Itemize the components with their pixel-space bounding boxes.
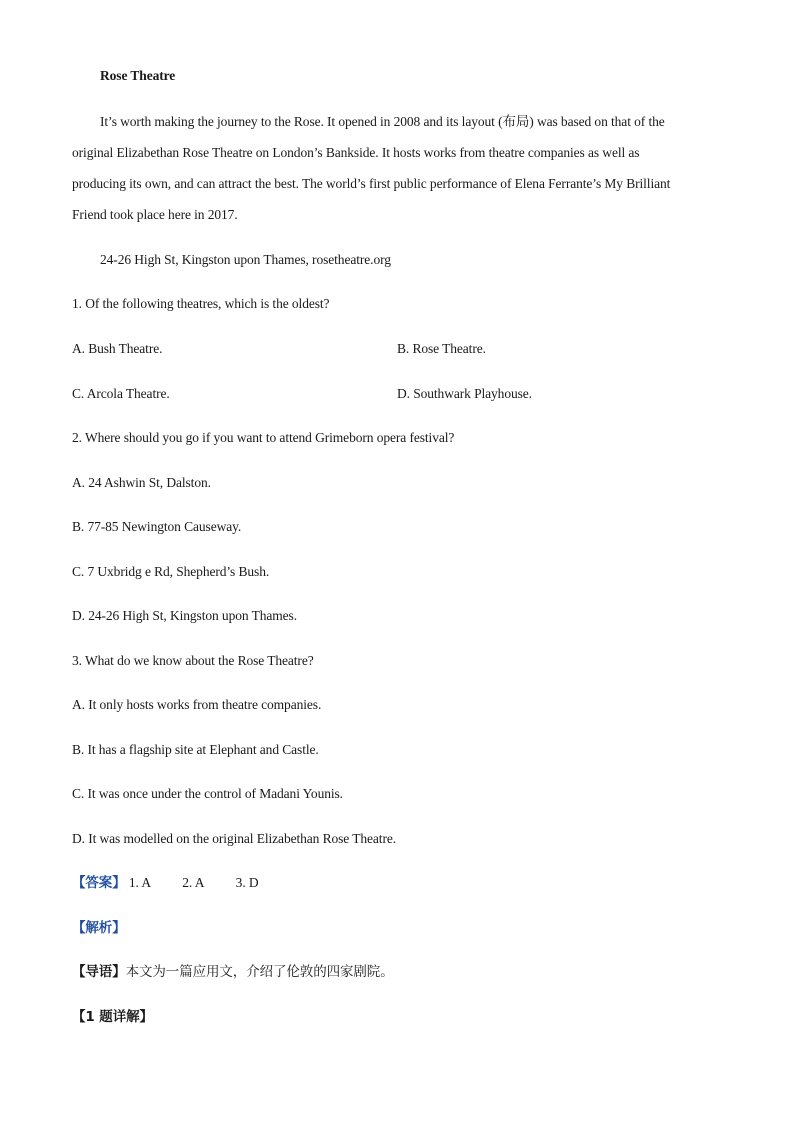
- answer-item-3: 3. D: [235, 875, 259, 890]
- question-1-option-b: B. Rose Theatre.: [397, 341, 486, 356]
- question-3-option-b: B. It has a flagship site at Elephant and Castle.: [72, 742, 319, 757]
- guide-label: 【导语】: [72, 964, 126, 980]
- answer-line: [72, 874, 259, 892]
- question-1-option-c: C. Arcola Theatre.: [72, 386, 170, 401]
- question-3-option-d: D. It was modelled on the original Elizabethan Rose Theatre.: [72, 831, 397, 846]
- answer-item-1: 1. A: [128, 875, 151, 890]
- answer-item-2: 2. A: [182, 875, 205, 890]
- question-1-stem: 1. Of the following theatres, which is the oldest?: [72, 296, 330, 311]
- passage-line-2: original Elizabethan Rose Theatre on London’s Bankside. It hosts works from theatre companies as well as: [72, 145, 640, 160]
- passage-title: Rose Theatre: [100, 68, 176, 83]
- question-2-option-a: A. 24 Ashwin St, Dalston.: [72, 475, 211, 490]
- analysis-label: 【解析】: [72, 920, 126, 936]
- passage-line-4: Friend took place here in 2017.: [72, 207, 238, 222]
- guide-line: [72, 963, 394, 981]
- question-2-option-c: C. 7 Uxbridg e Rd, Shepherd’s Bush.: [72, 564, 270, 579]
- guide-text: 本文为一篇应用文，介绍了伦敦的四家剧院。: [125, 964, 394, 980]
- question-3-option-c: C. It was once under the control of Madani Younis.: [72, 786, 343, 801]
- answer-label: 【答案】: [72, 875, 126, 891]
- question-3-option-a: A. It only hosts works from theatre companies.: [72, 697, 322, 712]
- question-2-option-d: D. 24-26 High St, Kingston upon Thames.: [72, 608, 297, 623]
- question-1-option-a: A. Bush Theatre.: [72, 341, 163, 356]
- theatre-address: 24-26 High St, Kingston upon Thames, rosetheatre.org: [100, 252, 391, 267]
- question-1-option-d: D. Southwark Playhouse.: [397, 386, 532, 401]
- question-1-options-row-1: [72, 340, 722, 358]
- question-1-options-row-2: [72, 385, 722, 403]
- question-2-stem: 2. Where should you go if you want to attend Grimeborn opera festival?: [72, 430, 455, 445]
- detail-label: 【1 题详解】: [72, 1009, 153, 1025]
- passage-line-3: producing its own, and can attract the best. The world’s first public performance of Elena Ferrante’s My Brilliant: [72, 176, 671, 191]
- passage-line-1: It’s worth making the journey to the Rose. It opened in 2008 and its layout (布局) was based on that of the: [100, 114, 665, 129]
- question-3-stem: 3. What do we know about the Rose Theatre?: [72, 653, 314, 668]
- question-2-option-b: B. 77-85 Newington Causeway.: [72, 519, 242, 534]
